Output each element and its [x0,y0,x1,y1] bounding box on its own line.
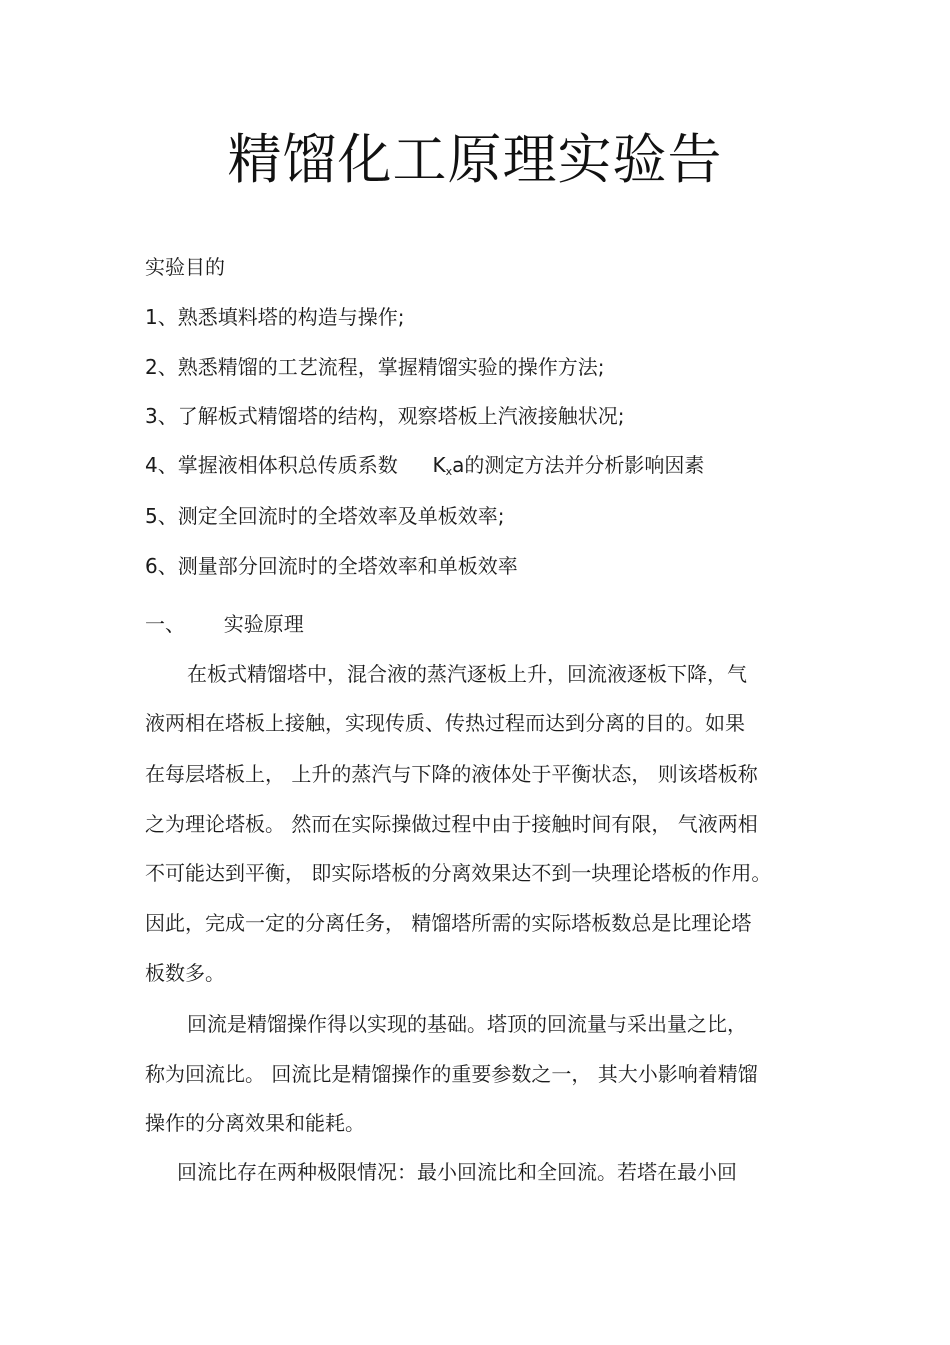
section-1-title: 实验原理 [223,612,304,636]
paragraph-2-line-2: 称为回流比。 回流比是精馏操作的重要参数之一， 其大小影响着精馏 [145,1062,758,1086]
paragraph-1-line-3: 在每层塔板上， 上升的蒸汽与下降的液体处于平衡状态， 则该塔板称 [145,762,758,786]
paragraph-1-line-5: 不可能达到平衡， 即实际塔板的分离效果达不到一块理论塔板的作用。 [145,861,772,885]
document-title: 精馏化工原理实验告 [227,128,723,191]
objective-item-6: 6、测量部分回流时的全塔效率和单板效率 [145,554,518,578]
paragraph-2-line-3: 操作的分离效果和能耗。 [145,1111,365,1135]
paragraph-1-line-1: 在板式精馏塔中，混合液的蒸汽逐板上升，回流液逐板下降，气 [187,662,747,686]
paragraph-1-line-4: 之为理论塔板。 然而在实际操做过程中由于接触时间有限， 气液两相 [145,812,758,836]
objective-item-3: 3、了解板式精馏塔的结构，观察塔板上汽液接触状况; [145,404,625,428]
paragraph-1-line-6: 因此，完成一定的分离任务， 精馏塔所需的实际塔板数总是比理论塔 [145,911,752,935]
paragraph-1-line-7: 板数多。 [145,961,225,985]
objective-item-4-tail: 的测定方法并分析影响因素 [464,453,705,477]
paragraph-1-line-2: 液两相在塔板上接触，实现传质、传热过程而达到分离的目的。如果 [145,711,745,735]
mass-transfer-coefficient-symbol: $K_xa$ [432,453,465,478]
objective-item-1: 1、熟悉填料塔的构造与操作; [145,305,405,329]
paragraph-3-line-1: 回流比存在两种极限情况：最小回流比和全回流。若塔在最小回 [177,1160,737,1184]
paragraph-2-line-1: 回流是精馏操作得以实现的基础。塔顶的回流量与采出量之比， [187,1012,747,1036]
objective-item-4 [145,450,704,487]
section-1-heading [145,609,304,639]
objective-item-2: 2、熟悉精馏的工艺流程，掌握精馏实验的操作方法; [145,355,605,379]
section-1-number: 一、 [145,612,185,636]
objectives-heading: 实验目的 [145,255,225,279]
objective-item-5: 5、测定全回流时的全塔效率及单板效率; [145,504,505,528]
objective-item-4-text: 4、掌握液相体积总传质系数 [145,453,398,477]
